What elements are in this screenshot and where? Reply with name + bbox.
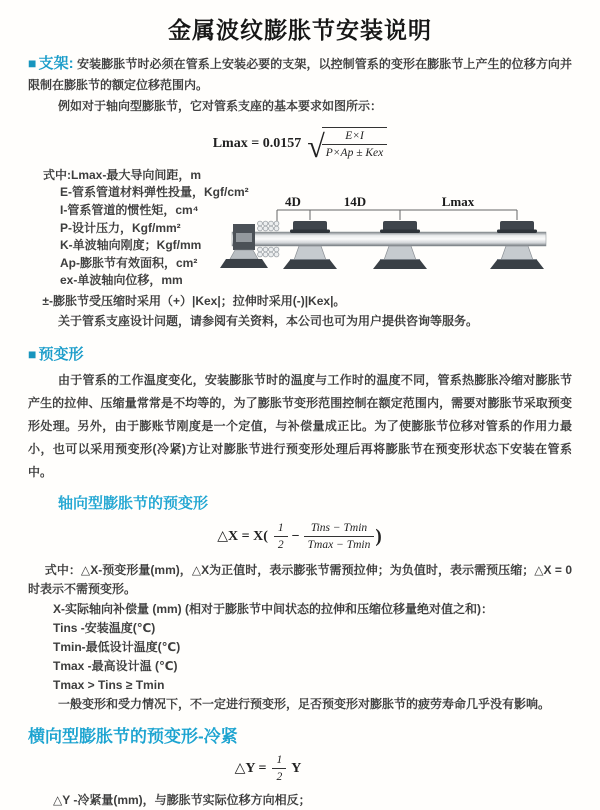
temp-inequality-line: Tmax > Tins ≥ Tmin: [53, 677, 165, 692]
definitions-and-diagram: [28, 167, 572, 291]
lmax-fraction: [322, 127, 388, 161]
support-section-heading: [28, 55, 74, 72]
close-paren: ): [375, 525, 382, 547]
dy-explain-line: △Y -冷紧量(mm)，与膨胀节实际位移方向相反；: [53, 792, 311, 807]
dimension-label-14d: 14D: [343, 193, 367, 209]
dimension-label-4d: 4D: [285, 193, 301, 209]
definition-line: ex-单波轴向位移，mm: [60, 273, 183, 288]
definition-line: E-管系管道材料弹性投量，Kgf/cm²: [60, 185, 249, 200]
fraction-numerator: 1: [274, 521, 288, 537]
lmax-formula-lhs: Lmax = 0.0157: [212, 135, 302, 151]
support-example-line: 例如对于轴向型膨胀节，它对管系支座的基本要求如图所示：: [58, 99, 383, 113]
lmax-formula: [28, 127, 572, 164]
consulting-note-line: 关于管系支座设计问题，请参阅有关资料，本公司也可为用户提供咨询等服务。: [58, 313, 479, 328]
definition-line: K-单波轴向刚度；Kgf/mm: [60, 238, 202, 253]
predeform-section-heading: [28, 343, 572, 364]
fraction-denominator: Tmax − Tmin: [307, 539, 371, 552]
fraction-denominator: 2: [277, 539, 284, 552]
square-bullet-icon: ■: [28, 345, 37, 362]
pipe-support-diagram: [232, 193, 580, 291]
x-definition-line: X-实际轴向补偿量 (mm) (相对于膨胀节中间状态的拉伸和压缩位移量绝对值之和)：: [53, 601, 493, 616]
dy-formula-lhs: △Y =: [234, 761, 267, 777]
radical-sign: √: [307, 127, 325, 164]
dy-formula-rhs: Y: [291, 760, 302, 776]
axial-predeform-formula: [28, 521, 572, 553]
fraction-denominator: 2: [276, 771, 283, 784]
pipe: [232, 232, 546, 246]
one-half-fraction: [272, 753, 286, 785]
axial-predeform-heading: 轴向型膨胀节的预变形: [58, 494, 209, 512]
plus-minus-note-line: ±-膨胀节受压缩时采用（+）|Kex|；拉伸时采用(-)|Kex|。: [42, 293, 346, 308]
support-intro-paragraph: [28, 53, 572, 96]
predeform-paragraph: 由于管系的工作温度变化，安装膨胀节时的温度与工作时的温度不同，管系热膨胀冷缩对膨胀节产生的拉伸、压缩量常常是不均等的，为了膨胀节变形范围控制在额定范围内，需要对膨胀节采取预变形处理。另外，由于膨账节刚度是一个定值，与补偿量成正比。为了使膨胀节位移对管系的作用力最小，也可以采用预变形(冷紧)方让对膨胀节进行预变形处理后再将膨胀节在预变形状态下安装在管系中。: [28, 372, 572, 479]
fraction-numerator: Tins − Tmin: [304, 521, 375, 537]
dimension-label-lmax: Lmax: [441, 193, 475, 209]
lateral-predeform-formula: [28, 753, 572, 785]
dx-formula-lhs: △X = X(: [217, 529, 268, 545]
predeform-heading-label: 预变形: [38, 345, 84, 363]
temperature-fraction: [304, 521, 375, 553]
fraction-denominator: P×Ap ± Kex: [325, 147, 384, 160]
temp-line-tmax: Tmax -最高设计温 (℃): [53, 658, 178, 673]
definition-line: Ap-膨胀节有效面积，cm²: [60, 255, 198, 270]
definition-line: I-管系管道的惯性矩，cm⁴: [60, 202, 199, 217]
sqrt-expression: [307, 127, 387, 164]
dx-explain-paragraph: 式中：△X-预变形量(mm)，△X为正值时，表示膨张节需预拉伸；为负值时，表示需预压缩；△X = 0时表示不需预变形。: [28, 562, 572, 596]
support-intro-text: 安装膨胀节时必须在管系上安装必要的支架，以控制管系的变形在膨胀节上产生的位移方向并限制在膨胀节的额定位移范围内。: [28, 57, 572, 92]
definition-line: P-设计压力，Kgf/mm²: [60, 220, 181, 235]
lateral-predeform-heading: 横向型膨胀节的预变形-冷紧: [28, 727, 238, 746]
page-title: 金属波纹膨胀节安装说明: [168, 17, 432, 43]
temp-line-tins: Tins -安装温度(℃): [53, 620, 156, 635]
definition-line: 式中:Lmax-最大导向间距，m: [43, 167, 202, 182]
document-page: [0, 12, 600, 807]
predeform-note-line: 一般变形和受力情况下，不一定进行预变形，足否预变形对膨胀节的疲劳寿命几乎没有影响。: [58, 696, 551, 711]
minus-operator: −: [291, 528, 300, 544]
temp-line-tmin: Tmin-最低设计温度(℃): [53, 639, 181, 654]
fraction-numerator: 1: [272, 753, 286, 769]
support-heading-label: 支架:: [38, 55, 74, 72]
one-half-fraction: [274, 521, 288, 553]
square-bullet-icon: ■: [28, 55, 37, 71]
fraction-numerator: E×I: [322, 129, 388, 145]
